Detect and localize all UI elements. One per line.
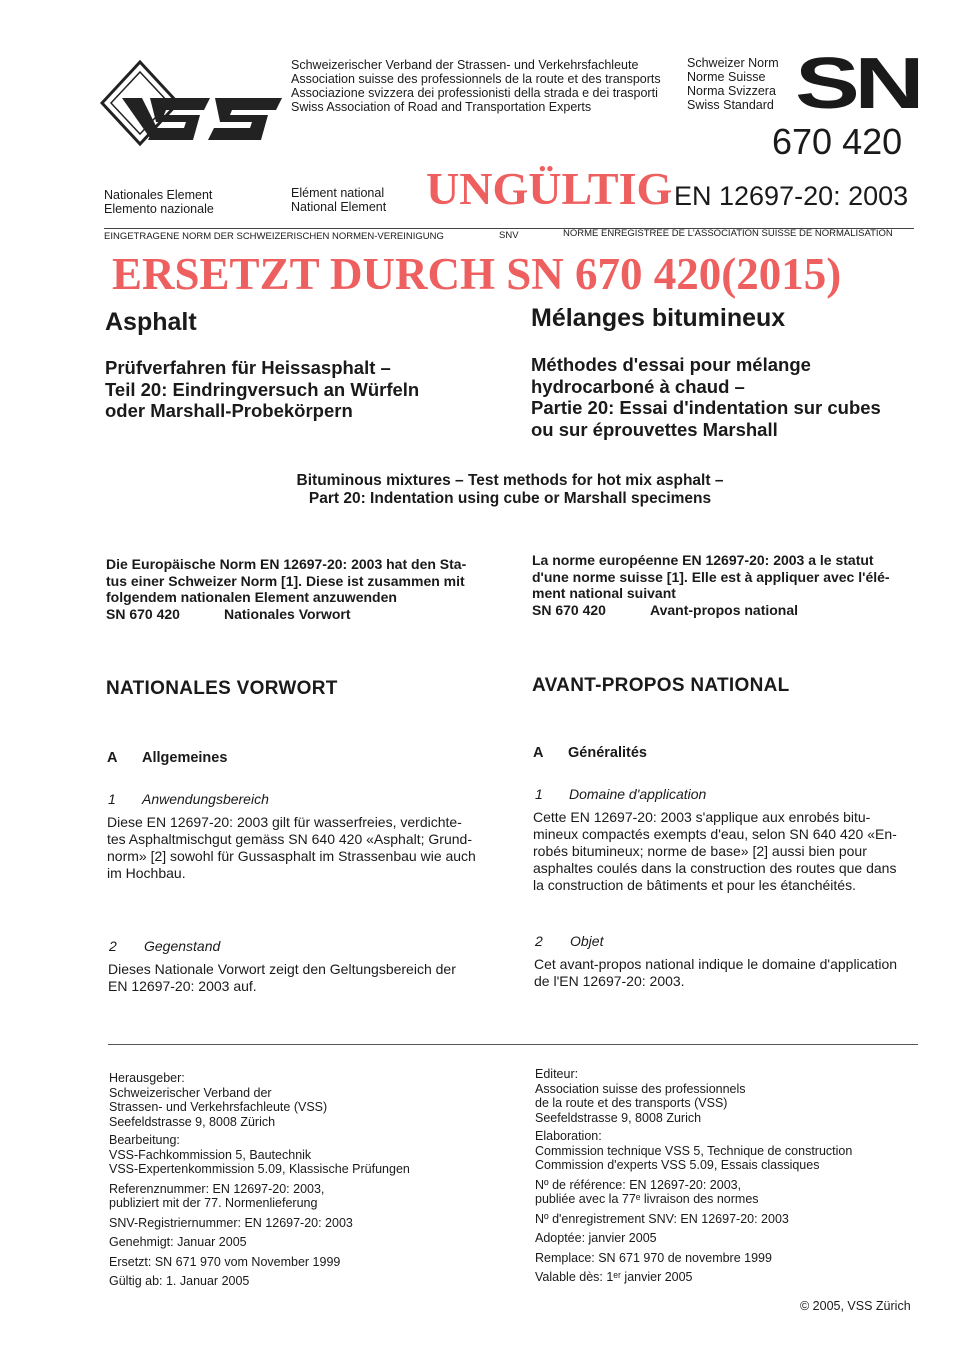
sn-logo: SN bbox=[795, 44, 920, 124]
subtitle-en: Bituminous mixtures – Test methods for hot mix asphalt – Part 20: Indentation using cube or Marshall specimens bbox=[296, 472, 724, 507]
section-1-num-fr: 1 bbox=[535, 786, 543, 802]
status-de-ref-name: Nationales Vorwort bbox=[224, 605, 351, 622]
title-de: Asphalt bbox=[105, 308, 197, 336]
registry-mid: SNV bbox=[499, 230, 519, 241]
status-fr-ref-name: Avant-propos national bbox=[650, 601, 799, 618]
section-a-letter-fr: A bbox=[533, 745, 544, 761]
section-2-text-de: Dieses Nationale Vorwort zeigt den Geltungsbereich der EN 12697-20: 2003 auf. bbox=[108, 961, 456, 994]
section-2-text-fr: Cet avant-propos national indique le domaine d'application de l'EN 12697-20: 2003. bbox=[534, 956, 898, 989]
title-fr: Mélanges bitumineux bbox=[531, 304, 786, 332]
status-fr: La norme européenne EN 12697-20: 2003 a le statut d'une norme suisse [1]. Elle est à appliquer avec l'élé- ment national suivant SN 670 420 Avant-propos national bbox=[532, 552, 890, 618]
section-a-title-fr: Généralités bbox=[568, 745, 647, 761]
norm-type-lines: Schweizer Norm Norme Suisse Norma Svizzera Swiss Standard bbox=[687, 56, 779, 112]
footer-publisher-de: Herausgeber: Schweizerischer Verband der Strassen- und Verkehrsfachleute (VSS) Seefeldstrasse 9, 8008 Zürich Bearbeitung: VSS-Fachkommission 5, Bautechnik VSS-Expertenkommission 5.09, Klassische Prüfungen Referenznummer: EN 12697-20: 2003, publiziert mit der 77. Normenlieferung SNV-Registriernummer: EN 12697-20: 2003 Genehmigt: Januar 2005 Ersetzt: SN 671 970 vom November 1999 Gültig ab: 1. Januar 2005 bbox=[109, 1071, 410, 1288]
section-1-text-fr: Cette EN 12697-20: 2003 s'applique aux enrobés bitu- mineux compactés exempts d'eau, selon SN 640 420 «En- robés bitumineux; norme de base» [2] aussi bien pour asphaltes coulés dans la construction des routes que dans la construction de bâtiments et pour les étanchéités. bbox=[533, 809, 897, 893]
footer-publisher-fr: Editeur: Association suisse des professionnels de la route et des transports (VSS) Seefeldstrasse 9, 8008 Zurich Elaboration: Commission technique VSS 5, Technique de construction Commission d'experts VSS 5.09, Essais classiques Nº de référence: EN 12697-20: 2003, publiée avec la 77ᵉ livraison des normes Nº d'enregistrement SNV: EN 12697-20: 2003 Adoptée: janvier 2005 Remplace: SN 671 970 de novembre 1999 Valable dès: 1ᵉʳ janvier 2005 bbox=[535, 1067, 853, 1284]
registry-right: NORME ENREGISTREE DE L'ASSOCIATION SUISSE DE NORMALISATION bbox=[563, 228, 893, 239]
status-fr-ref-number: SN 670 420 bbox=[532, 601, 606, 618]
section-2-num-fr: 2 bbox=[535, 933, 543, 949]
subtitle-de: Prüfverfahren für Heissasphalt – Teil 20: Eindringversuch an Würfeln oder Marshall-Probekörpern bbox=[105, 357, 420, 421]
section-2-title-de: Gegenstand bbox=[144, 938, 221, 954]
status-de: Die Europäische Norm EN 12697-20: 2003 hat den Sta- tus einer Schweizer Norm [1]. Diese ist zusammen mit folgendem nationalen Element anzuwenden SN 670 420 Nationales Vorwort bbox=[106, 556, 467, 622]
foreword-heading-fr: AVANT-PROPOS NATIONAL bbox=[532, 675, 790, 696]
registry-left: EINGETRAGENE NORM DER SCHWEIZERISCHEN NORMEN-VEREINIGUNG bbox=[104, 231, 444, 242]
element-label-left: Nationales Element Elemento nazionale bbox=[104, 188, 214, 216]
en-number: EN 12697-20: 2003 bbox=[674, 181, 909, 211]
subtitle-fr: Méthodes d'essai pour mélange hydrocarboné à chaud – Partie 20: Essai d'indentation sur cubes ou sur éprouvettes Marshall bbox=[531, 354, 881, 440]
copyright: © 2005, VSS Zürich bbox=[800, 1299, 911, 1313]
element-label-mid: Elément national National Element bbox=[291, 186, 387, 214]
section-1-text-de: Diese EN 12697-20: 2003 gilt für wasserfreies, verdichte- tes Asphaltmischgut gemäss SN 640 420 «Asphalt; Grund- norm» [2] sowohl für Gussasphalt im Strassenbau wie auch im Hochbau. bbox=[107, 814, 476, 881]
norm-number: 670 420 bbox=[772, 121, 903, 162]
footer-divider bbox=[108, 1044, 918, 1045]
vss-logo bbox=[100, 58, 285, 148]
association-names: Schweizerischer Verband der Strassen- und Verkehrsfachleute Association suisse des professionnels de la route et des transports Associazione svizzera dei professionisti della strada e dei trasporti Swiss Association of Road and Transportation Experts bbox=[291, 58, 661, 114]
section-2-title-fr: Objet bbox=[570, 933, 604, 949]
section-1-num-de: 1 bbox=[108, 791, 116, 807]
stamp-replaced: ERSETZT DURCH SN 670 420(2015) bbox=[112, 249, 842, 299]
stamp-invalid: UNGÜLTIG bbox=[426, 163, 673, 214]
status-de-ref-number: SN 670 420 bbox=[106, 605, 180, 622]
section-a-letter-de: A bbox=[107, 750, 118, 766]
section-1-title-de: Anwendungsbereich bbox=[142, 791, 269, 807]
foreword-heading-de: NATIONALES VORWORT bbox=[106, 678, 338, 699]
section-2-num-de: 2 bbox=[109, 938, 117, 954]
section-a-title-de: Allgemeines bbox=[142, 750, 228, 766]
section-1-title-fr: Domaine d'application bbox=[569, 786, 707, 802]
